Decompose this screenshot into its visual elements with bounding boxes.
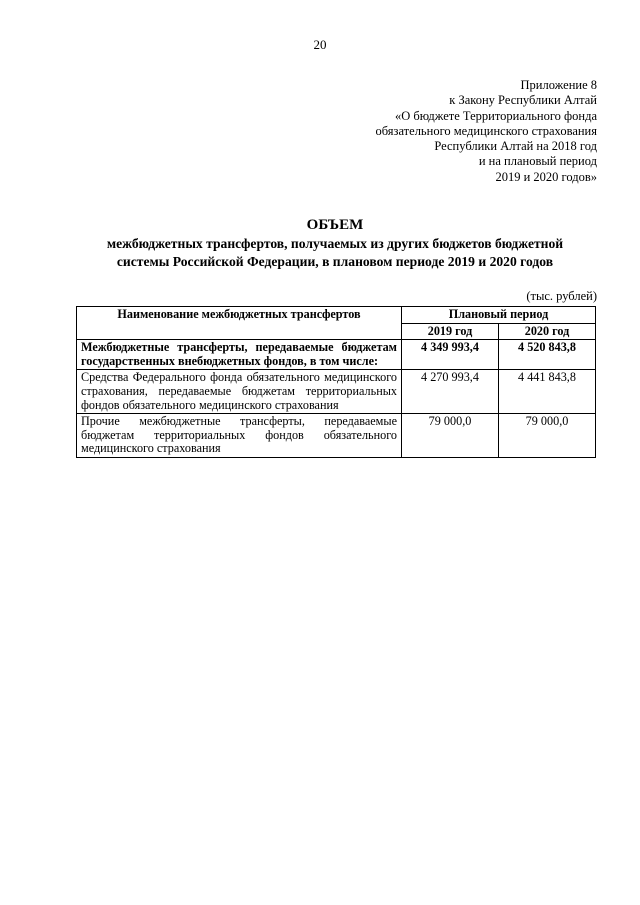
appendix-line: Республики Алтай на 2018 год xyxy=(434,139,597,154)
units-note: (тыс. рублей) xyxy=(526,289,597,303)
table-row xyxy=(77,370,596,414)
document-title xyxy=(70,216,600,271)
appendix-line: «О бюджете Территориального фонда xyxy=(394,108,597,123)
appendix-line: 2019 и 2020 годов» xyxy=(495,169,597,184)
appendix-line: и на плановый период xyxy=(478,154,597,169)
title-subtitle-line-1: межбюджетных трансфертов, получаемых из других бюджетов бюджетной xyxy=(106,236,564,251)
appendix-line: обязательного медицинского страхования xyxy=(375,123,597,138)
row-name: Средства Федерального фонда обязательного медицинского страхования, передаваемые бюджетам территориальных фондов обязательного медицинского страхования xyxy=(77,370,402,414)
appendix-header xyxy=(297,78,597,185)
appendix-line: Приложение 8 xyxy=(520,78,597,92)
page-number: 20 xyxy=(313,37,327,52)
transfers-table xyxy=(76,306,596,458)
row-name: Межбюджетные трансферты, передаваемые бюджетам государственных внебюджетных фондов, в том числе: xyxy=(77,340,402,370)
row-name: Прочие межбюджетные трансферты, передаваемые бюджетам территориальных фондов обязательного медицинского страхования xyxy=(77,414,402,458)
column-header-2020: 2020 год xyxy=(499,323,596,340)
row-value-2019: 4 349 993,4 xyxy=(402,340,499,370)
appendix-line: к Закону Республики Алтай xyxy=(449,93,597,108)
row-value-2020: 4 441 843,8 xyxy=(499,370,596,414)
row-value-2019: 4 270 993,4 xyxy=(402,370,499,414)
title-subtitle-line-2: системы Российской Федерации, в плановом периоде 2019 и 2020 годов xyxy=(116,254,554,269)
title-main: ОБЪЕМ xyxy=(306,217,364,233)
row-value-2019: 79 000,0 xyxy=(402,414,499,458)
column-header-2019: 2019 год xyxy=(402,323,499,340)
column-header-period: Плановый период xyxy=(402,307,596,324)
table-row xyxy=(77,340,596,370)
table-row xyxy=(77,414,596,458)
row-value-2020: 4 520 843,8 xyxy=(499,340,596,370)
column-header-name: Наименование межбюджетных трансфертов xyxy=(77,307,402,340)
row-value-2020: 79 000,0 xyxy=(499,414,596,458)
